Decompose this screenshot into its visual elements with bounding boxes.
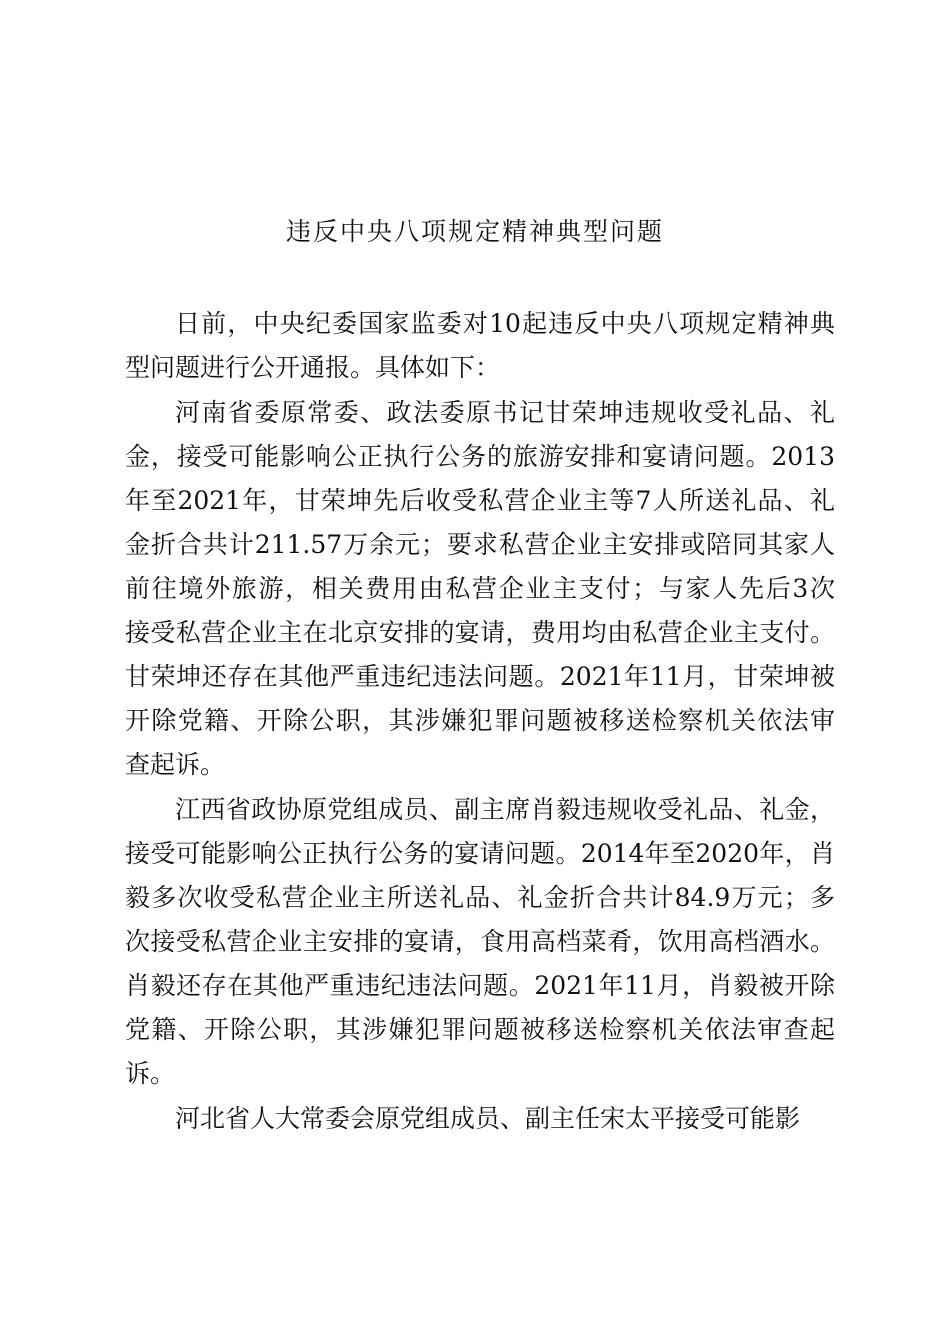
paragraph-3-line-5: 肖毅还存在其他严重违纪违法问题。2021年11月，肖毅被开除 — [125, 971, 835, 1000]
paragraph-2-line-1: 河南省委原常委、政法委原书记甘荣坤违规收受礼品、礼 — [175, 398, 835, 427]
paragraph-4-line-1: 河北省人大常委会原党组成员、副主任宋太平接受可能影 — [175, 1104, 801, 1133]
paragraph-1-line-2: 型问题进行公开通报。具体如下： — [125, 353, 501, 382]
paragraph-2-line-2: 金，接受可能影响公正执行公务的旅游安排和宴请问题。2013 — [125, 442, 835, 471]
paragraph-2-line-9: 查起诉。 — [125, 750, 226, 779]
paragraph-3-line-2: 接受可能影响公正执行公务的宴请问题。2014年至2020年，肖 — [125, 839, 835, 868]
paragraph-2-line-6: 接受私营企业主在北京安排的宴请，费用均由私营企业主支付。 — [125, 618, 835, 647]
paragraph-2-line-8: 开除党籍、开除公职，其涉嫌犯罪问题被移送检察机关依法审 — [125, 706, 835, 735]
paragraph-2-line-3: 年至2021年，甘荣坤先后收受私营企业主等7人所送礼品、礼 — [125, 486, 835, 515]
paragraph-3-line-7: 诉。 — [125, 1059, 176, 1088]
paragraph-2-line-4: 金折合共计211.57万余元；要求私营企业主安排或陪同其家人 — [125, 530, 835, 559]
paragraph-3-line-6: 党籍、开除公职，其涉嫌犯罪问题被移送检察机关依法审查起 — [125, 1015, 835, 1044]
paragraph-2-line-7: 甘荣坤还存在其他严重违纪违法问题。2021年11月，甘荣坤被 — [125, 662, 835, 691]
document-title: 违反中央八项规定精神典型问题 — [285, 217, 664, 246]
paragraph-3-line-3: 毅多次收受私营企业主所送礼品、礼金折合共计84.9万元；多 — [125, 883, 835, 912]
paragraph-3-line-1: 江西省政协原党组成员、副主席肖毅违规收受礼品、礼金， — [175, 795, 835, 824]
paragraph-3-line-4: 次接受私营企业主安排的宴请，食用高档菜肴，饮用高档酒水。 — [125, 927, 835, 956]
paragraph-1-line-1: 日前，中央纪委国家监委对10起违反中央八项规定精神典 — [175, 309, 835, 338]
paragraph-2-line-5: 前往境外旅游，相关费用由私营企业主支付；与家人先后3次 — [125, 574, 835, 603]
